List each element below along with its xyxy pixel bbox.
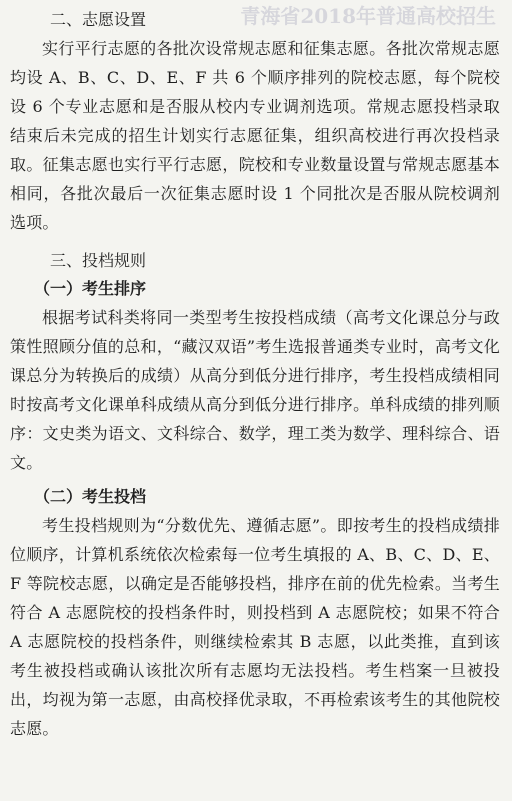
subheading-candidate-ranking: （一）考生排序 bbox=[34, 279, 147, 298]
bleed-through-text: 青海省2018年普通高校招生 bbox=[240, 4, 496, 28]
section-heading-volunteer-setting: 二、志愿设置 bbox=[50, 10, 147, 29]
subheading-candidate-submission: （二）考生投档 bbox=[34, 487, 147, 506]
paragraph-candidate-ranking: 根据考试科类将同一类型考生按投档成绩（高考文化课总分与政策性照顾分值的总和，“藏汉双语”考生选报普通类专业时，高考文化课总分为转换后的成绩）从高分到低分进行排序，考生投档成绩相同时按高考文化课单科成绩从高分到低分进行排序。单科成绩的排列顺序：文史类为语文、文科综合、数学，理工类为数学、理科综合、语文。 bbox=[10, 308, 500, 472]
section-heading-submission-rules: 三、投档规则 bbox=[50, 251, 147, 270]
paragraph-volunteer-setting: 实行平行志愿的各批次设常规志愿和征集志愿。各批次常规志愿均设 A、B、C、D、E、F 共 6 个顺序排列的院校志愿，每个院校设 6 个专业志愿和是否服从校内专业调剂选项。常规志愿投档录取结束后未完成的招生计划实行志愿征集，组织高校进行再次投档录取。征集志愿也实行平行志愿，院校和专业数量设置与常规志愿基本相同，各批次最后一次征集志愿时设 1 个同批次是否服从院校调剂选项。 bbox=[10, 39, 500, 232]
paragraph-candidate-submission: 考生投档规则为“分数优先、遵循志愿”。即按考生的投档成绩排位顺序，计算机系统依次检索每一位考生填报的 A、B、C、D、E、F 等院校志愿，以确定是否能够投档，排序在前的优先检索。当考生符合 A 志愿院校的投档条件时，则投档到 A 志愿院校；如果不符合 A 志愿院校的投档条件，则继续检索其 B 志愿，以此类推，直到该考生被投档或确认该批次所有志愿均无法投档。考生档案一旦被投出，均视为第一志愿，由高校择优录取，不再检索该考生的其他院校志愿。 bbox=[10, 516, 500, 738]
